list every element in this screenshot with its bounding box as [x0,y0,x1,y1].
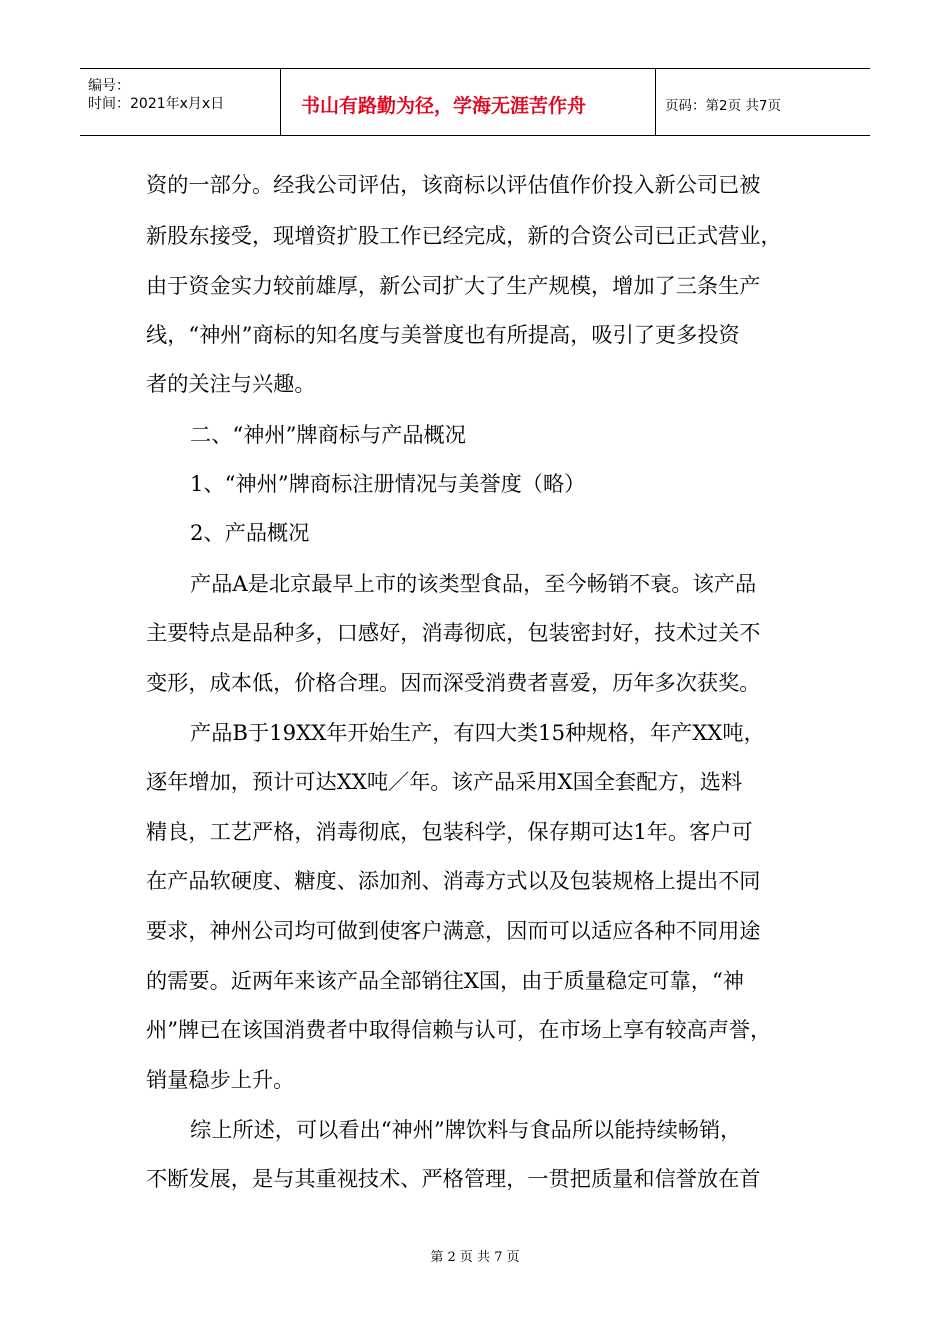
header-meta-cell [80,69,281,135]
page-footer: 第 2 页 共 7 页 [430,1250,520,1265]
paragraph-line: 由于资金实力较前雄厚，新公司扩大了生产规模，增加了三条生产 [146,273,761,298]
serial-number-label: 编号： [88,78,130,94]
paragraph-line: 在产品软硬度、糖度、添加剂、消毒方式以及包装规格上提出不同 [146,868,761,893]
paragraph-line: 精良，工艺严格，消毒彻底，包装科学，保存期可达1年。客户可 [146,819,753,844]
paragraph-line: 要求，神州公司均可做到使客户满意，因而可以适应各种不同用途 [146,918,761,943]
page-header [80,68,870,136]
paragraph-line: 州”牌已在该国消费者中取得信赖与认可，在市场上享有较高声誉， [146,1017,772,1042]
paragraph-line: 资的一部分。经我公司评估，该商标以评估值作价投入新公司已被 [146,172,761,197]
header-page-cell [656,69,870,135]
paragraph-line: 变形，成本低，价格合理。因而深受消费者喜爱，历年多次获奖。 [146,670,761,695]
header-motto-cell [281,69,656,135]
paragraph-line: 产品A是北京最早上市的该类型食品，至今畅销不衰。该产品 [190,571,757,596]
paragraph-line: 综上所述，可以看出“神州”牌饮料与食品所以能持续畅销， [190,1117,742,1142]
paragraph-line: 新股东接受，现增资扩股工作已经完成，新的合资公司已正式营业， [146,223,782,248]
paragraph-line: 主要特点是品种多，口感好，消毒彻底，包装密封好，技术过关不 [146,620,761,645]
section-heading: 二、“神州”牌商标与产品概况 [190,422,466,447]
paragraph-line: 销量稳步上升。 [146,1067,295,1092]
paragraph-line: 线，“神州”商标的知名度与美誉度也有所提高，吸引了更多投资 [146,322,740,347]
header-page-info: 页码：第2页 共7页 [665,98,781,114]
subsection-heading: 2、产品概况 [190,520,310,545]
subsection-heading: 1、“神州”牌商标注册情况与美誉度（略） [190,471,586,496]
date-line: 时间：2021年x月x日 [88,96,225,112]
paragraph-line: 的需要。近两年来该产品全部销往X国，由于质量稳定可靠，“神 [146,968,744,993]
paragraph-line: 者的关注与兴趣。 [146,371,316,396]
paragraph-line: 不断发展，是与其重视技术、严格管理，一贯把质量和信誉放在首 [146,1166,761,1191]
paragraph-line: 产品B于19XX年开始生产，有四大类15种规格，年产XX吨， [190,720,765,745]
header-motto: 书山有路勤为径，学海无涯苦作舟 [301,95,587,117]
paragraph-line: 逐年增加，预计可达XX吨／年。该产品采用X国全套配方，选料 [146,769,743,794]
